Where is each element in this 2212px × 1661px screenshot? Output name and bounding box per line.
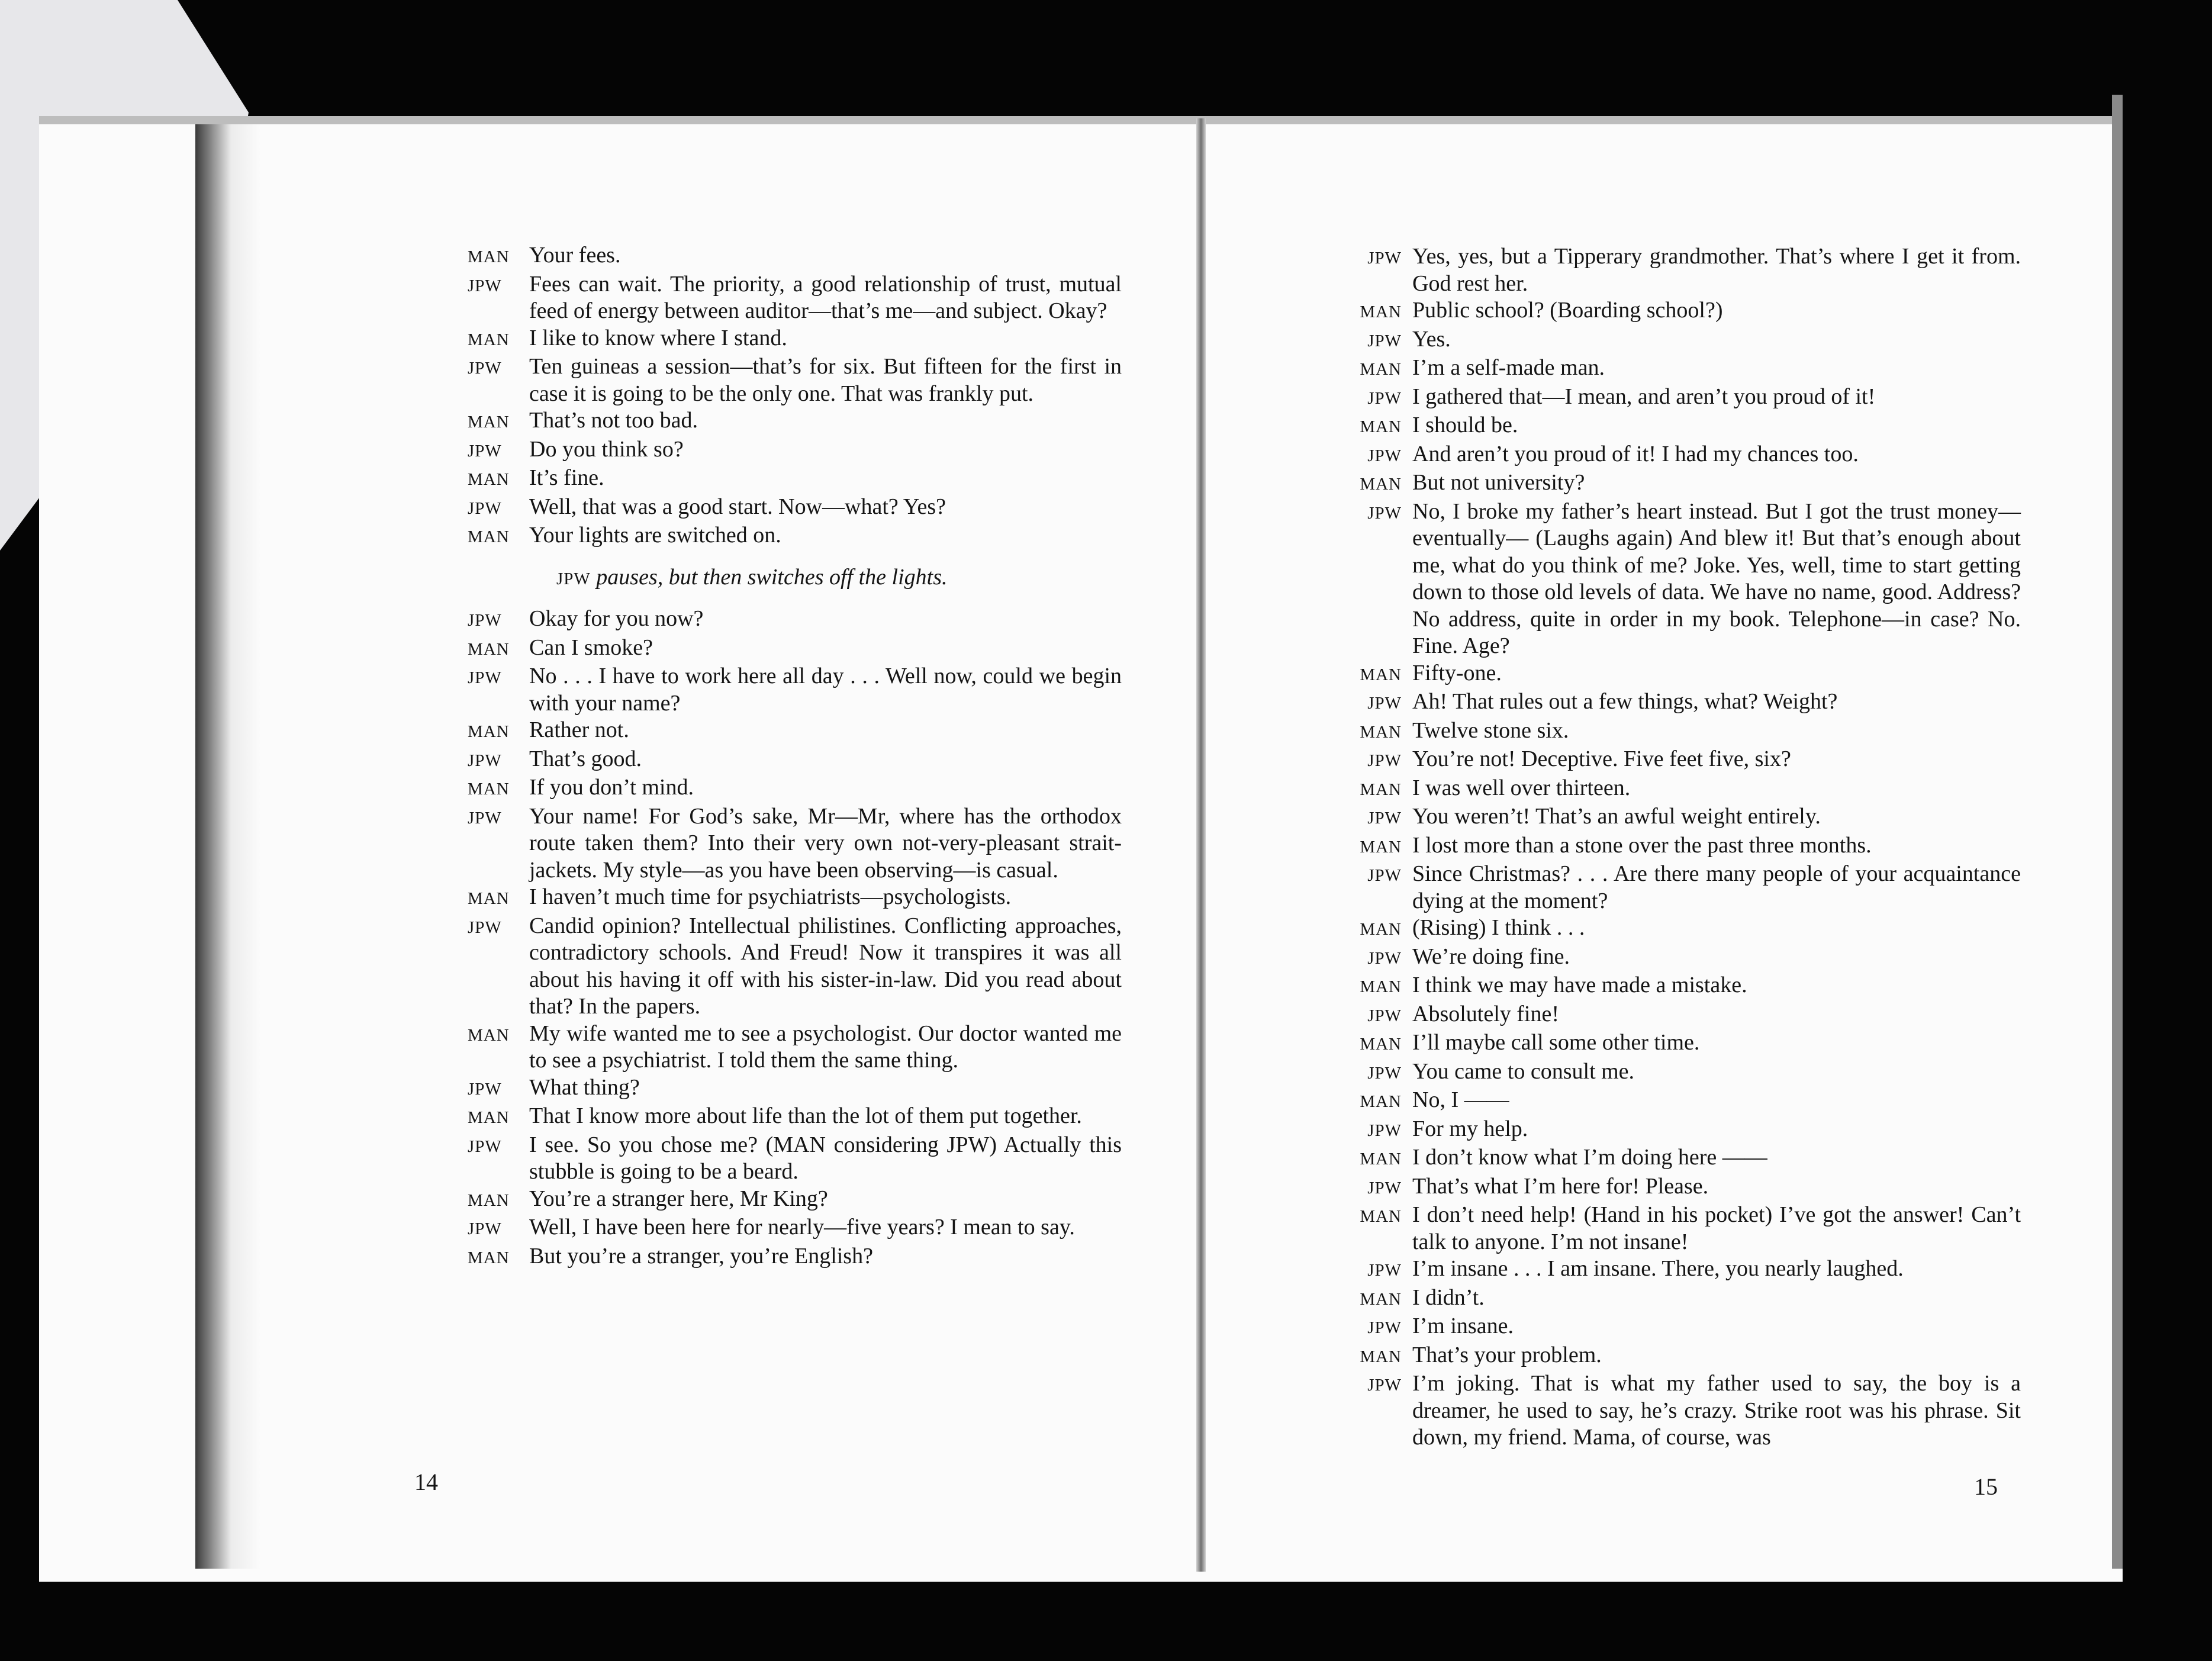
dialogue-line	[1351, 441, 2021, 470]
stage-direction-text: pauses, but then switches off the lights.	[596, 564, 948, 590]
dialogue-line	[468, 913, 1122, 1021]
dialogue-line	[1351, 412, 2021, 441]
dialogue-text: No . . . I have to work here all day . . . Well now, could we begin with your name?	[529, 664, 1122, 716]
dialogue-line	[1351, 243, 2021, 297]
dialogue-text: If you don’t mind.	[529, 775, 694, 800]
right-dialogue	[1351, 243, 2021, 1451]
dialogue-text: That I know more about life than the lot of them put together.	[529, 1103, 1082, 1128]
speaker-label: MAN	[468, 639, 510, 659]
dialogue-text: I’m insane . . . I am insane. There, you nearly laughed.	[1412, 1256, 1904, 1281]
dialogue-text: What thing?	[529, 1074, 640, 1100]
dialogue-text: No, I broke my father’s heart instead. But I got the trust money—eventually— (Laughs again) And blew it! But that’s enough about me, what do you think of me? Joke. Yes, well, time to start getting down to those old levels of data. We have no name, good. Address? No address, quite in order in my book. Telephone—in case? No. Fine. Age?	[1412, 498, 2021, 658]
left-dialogue-after	[468, 606, 1122, 1271]
dialogue-text: We’re doing fine.	[1412, 944, 1570, 969]
speaker-label: JPW	[1367, 1063, 1402, 1083]
dialogue-text: You’re a stranger here, Mr King?	[529, 1186, 828, 1211]
dialogue-line	[1351, 832, 2021, 861]
speaker-label: JPW	[468, 276, 502, 295]
dialogue-text: That’s good.	[529, 746, 642, 771]
dialogue-line	[468, 1074, 1122, 1103]
dialogue-text: I didn’t.	[1412, 1285, 1485, 1310]
dialogue-text: Fifty-one.	[1412, 660, 1502, 685]
speaker-label: MAN	[1360, 665, 1402, 684]
speaker-label: MAN	[1360, 360, 1402, 379]
dialogue-text: Public school? (Boarding school?)	[1412, 298, 1723, 323]
speaker-label: MAN	[468, 780, 510, 799]
dialogue-text: Well, that was a good start. Now—what? Yes?	[529, 494, 946, 519]
speaker-label: JPW	[1367, 1376, 1402, 1395]
speaker-label: JPW	[468, 359, 502, 378]
speaker-label: JPW	[1367, 948, 1402, 968]
dialogue-line	[468, 271, 1122, 325]
dialogue-line	[1351, 384, 2021, 413]
dialogue-text: My wife wanted me to see a psychologist. Our doctor wanted me to see a psychiatrist. I told them the same thing.	[529, 1021, 1122, 1073]
dialogue-line	[1351, 326, 2021, 355]
dialogue-text: Your lights are switched on.	[529, 523, 781, 548]
dialogue-line	[468, 884, 1122, 913]
dialogue-text: Okay for you now?	[529, 606, 704, 631]
left-page	[468, 242, 1122, 1271]
dialogue-text: And aren’t you proud of it! I had my chances too.	[1412, 441, 1859, 466]
dialogue-line	[1351, 746, 2021, 775]
speaker-label: MAN	[468, 413, 510, 432]
dialogue-line	[1351, 1001, 2021, 1030]
dialogue-line	[468, 635, 1122, 664]
speaker-label: MAN	[468, 1190, 510, 1210]
speaker-label: MAN	[468, 470, 510, 489]
speaker-label: MAN	[468, 1248, 510, 1267]
dialogue-line	[468, 522, 1122, 551]
dialogue-line	[1351, 1256, 2021, 1285]
dialogue-text: I’ll maybe call some other time.	[1412, 1030, 1700, 1055]
speaker-label: MAN	[1360, 1207, 1402, 1226]
speaker-label: MAN	[1360, 302, 1402, 321]
speaker-label: MAN	[1360, 475, 1402, 494]
dialogue-line	[1351, 1173, 2021, 1202]
dialogue-line	[1351, 1087, 2021, 1116]
dialogue-line	[1351, 297, 2021, 326]
book-spine	[1196, 118, 1206, 1572]
speaker-label: JPW	[1367, 809, 1402, 828]
speaker-label: MAN	[468, 247, 510, 266]
dialogue-line	[1351, 1313, 2021, 1342]
speaker-label: MAN	[1360, 417, 1402, 436]
speaker-label: MAN	[1360, 1035, 1402, 1054]
speaker-label: JPW	[1367, 1261, 1402, 1280]
dialogue-text: I’m insane.	[1412, 1314, 1514, 1338]
speaker-label: JPW	[468, 668, 502, 687]
speaker-label: MAN	[1360, 1150, 1402, 1169]
dialogue-line	[1351, 469, 2021, 498]
speaker-label: JPW	[468, 441, 502, 461]
dialogue-line	[468, 407, 1122, 436]
dialogue-line	[468, 1243, 1122, 1272]
dialogue-text: Ah! That rules out a few things, what? Weight?	[1412, 689, 1838, 714]
dialogue-text: I was well over thirteen.	[1412, 775, 1631, 800]
dialogue-line	[468, 606, 1122, 635]
dialogue-line	[468, 1186, 1122, 1215]
speaker-label: JPW	[468, 751, 502, 770]
dialogue-text: I like to know where I stand.	[529, 325, 787, 350]
dialogue-text: But you’re a stranger, you’re English?	[529, 1243, 873, 1269]
dialogue-text: You’re not! Deceptive. Five feet five, six?	[1412, 746, 1791, 771]
speaker-label: JPW	[1367, 1178, 1402, 1198]
speaker-label: MAN	[1360, 780, 1402, 799]
dialogue-text: You weren’t! That’s an awful weight entirely.	[1412, 804, 1821, 829]
left-dialogue-before	[468, 242, 1122, 551]
dialogue-line	[468, 436, 1122, 465]
dialogue-line	[468, 353, 1122, 407]
page-number-right: 15	[1974, 1473, 1998, 1500]
dialogue-line	[468, 746, 1122, 775]
dialogue-line	[1351, 944, 2021, 973]
speaker-label: JPW	[1367, 503, 1402, 523]
speaker-label: MAN	[468, 889, 510, 908]
dialogue-text: Fees can wait. The priority, a good relationship of trust, mutual feed of energy between auditor—that’s me—and subject. Okay?	[529, 271, 1122, 323]
dialogue-text: It’s fine.	[529, 465, 604, 490]
speaker-label: MAN	[1360, 920, 1402, 939]
speaker-label: MAN	[468, 1025, 510, 1045]
dialogue-text: Your fees.	[529, 243, 621, 268]
dialogue-line	[1351, 355, 2021, 384]
dialogue-text: I’m joking. That is what my father used to say, the boy is a dreamer, he used to say, he’s crazy. Strike root was his phrase. Sit down, my friend. Mama, of course, was	[1412, 1371, 2021, 1450]
speaker-label: JPW	[468, 1079, 502, 1099]
dialogue-line	[468, 803, 1122, 884]
dialogue-line	[1351, 688, 2021, 717]
dialogue-text: I lost more than a stone over the past three months.	[1412, 832, 1872, 858]
dialogue-line	[468, 663, 1122, 717]
speaker-label: JPW	[468, 808, 502, 828]
dialogue-text: I haven’t much time for psychiatrists—psychologists.	[529, 884, 1012, 909]
speaker-label: JPW	[1367, 446, 1402, 465]
speaker-label: MAN	[1360, 1347, 1402, 1366]
dialogue-line	[1351, 1029, 2021, 1058]
dialogue-text: Since Christmas? . . . Are there many people of your acquaintance dying at the moment?	[1412, 861, 2021, 913]
speaker-label: MAN	[1360, 1289, 1402, 1309]
speaker-label: JPW	[1367, 751, 1402, 770]
dialogue-line	[1351, 915, 2021, 944]
speaker-label: JPW	[468, 1137, 502, 1156]
dialogue-line	[1351, 1058, 2021, 1087]
dialogue-line	[468, 494, 1122, 523]
dialogue-text: Candid opinion? Intellectual philistines. Conflicting approaches, contradictory schools. And Freud! Now it transpires it was all about his having it off with his sister-in-law. Did you read about that? In the papers.	[529, 913, 1122, 1019]
dialogue-text: Yes.	[1412, 326, 1451, 352]
dialogue-text: Ten guineas a session—that’s for six. But fifteen for the first in case it is going to be the only one. That was frankly put.	[529, 354, 1122, 406]
speaker-label: JPW	[468, 498, 502, 518]
speaker-label: JPW	[1367, 1318, 1402, 1337]
page-stack-edge	[2112, 95, 2123, 1569]
dialogue-line	[1351, 861, 2021, 915]
dialogue-text: But not university?	[1412, 470, 1585, 495]
speaker-label: MAN	[1360, 722, 1402, 742]
stage-direction	[556, 564, 1122, 593]
dialogue-text: I gathered that—I mean, and aren’t you proud of it!	[1412, 384, 1876, 409]
dialogue-line	[1351, 1342, 2021, 1371]
speaker-label: JPW	[1367, 331, 1402, 350]
speaker-label: MAN	[468, 1108, 510, 1127]
dialogue-text: Twelve stone six.	[1412, 717, 1569, 743]
speaker-label: MAN	[468, 722, 510, 741]
speaker-label: JPW	[468, 611, 502, 630]
right-page	[1351, 243, 2021, 1451]
speaker-label: JPW	[1367, 1006, 1402, 1025]
dialogue-text: I’m a self-made man.	[1412, 355, 1605, 380]
dialogue-text: Your name! For God’s sake, Mr—Mr, where has the orthodox route taken them? Into their very own not-very-pleasant strait-jackets. My style—as you have been observing—is casual.	[529, 803, 1122, 883]
dialogue-line	[1351, 1370, 2021, 1451]
dialogue-line	[468, 1021, 1122, 1074]
speaker-label: MAN	[1360, 1092, 1402, 1111]
stage-direction-speaker: JPW	[556, 569, 591, 588]
dialogue-text: That’s your problem.	[1412, 1342, 1602, 1367]
dialogue-line	[1351, 775, 2021, 804]
dialogue-text: (Rising) I think . . .	[1412, 915, 1585, 940]
dialogue-line	[1351, 1144, 2021, 1173]
dialogue-line	[468, 774, 1122, 803]
dialogue-text: That’s not too bad.	[529, 408, 698, 433]
speaker-label: JPW	[468, 1219, 502, 1238]
speaker-label: JPW	[468, 918, 502, 937]
dialogue-text: I should be.	[1412, 413, 1518, 437]
dialogue-text: You came to consult me.	[1412, 1058, 1635, 1084]
dialogue-text: Do you think so?	[529, 436, 684, 462]
dialogue-text: Can I smoke?	[529, 635, 653, 660]
dialogue-text: I see. So you chose me? (MAN considering JPW) Actually this stubble is going to be a beard.	[529, 1132, 1122, 1184]
speaker-label: MAN	[1360, 837, 1402, 857]
speaker-label: MAN	[468, 527, 510, 546]
page-number-left: 14	[414, 1469, 438, 1495]
speaker-label: MAN	[1360, 977, 1402, 996]
dialogue-text: That’s what I’m here for! Please.	[1412, 1173, 1709, 1199]
dialogue-line	[1351, 717, 2021, 746]
dialogue-line	[468, 325, 1122, 354]
dialogue-line	[1351, 972, 2021, 1001]
dialogue-text: Well, I have been here for nearly—five years? I mean to say.	[529, 1215, 1075, 1240]
speaker-label: JPW	[1367, 249, 1402, 268]
dialogue-line	[468, 465, 1122, 494]
dialogue-text: I don’t need help! (Hand in his pocket) I’ve got the answer! Can’t talk to anyone. I’m not insane!	[1412, 1202, 2021, 1254]
dialogue-line	[468, 717, 1122, 746]
dialogue-line	[1351, 1116, 2021, 1145]
dialogue-line	[1351, 1285, 2021, 1314]
dialogue-text: For my help.	[1412, 1116, 1528, 1141]
dialogue-text: Absolutely fine!	[1412, 1001, 1560, 1026]
dialogue-line	[1351, 660, 2021, 689]
dialogue-line	[1351, 803, 2021, 832]
dialogue-line	[1351, 498, 2021, 660]
dialogue-text: I think we may have made a mistake.	[1412, 973, 1747, 997]
page-edge-shadow	[195, 124, 260, 1569]
dialogue-text: Rather not.	[529, 717, 629, 742]
dialogue-text: No, I ——	[1412, 1087, 1509, 1112]
speaker-label: JPW	[1367, 1121, 1402, 1140]
speaker-label: JPW	[1367, 388, 1402, 408]
dialogue-line	[468, 1103, 1122, 1132]
dialogue-line	[468, 1214, 1122, 1243]
dialogue-text: I don’t know what I’m doing here ——	[1412, 1145, 1767, 1170]
speaker-label: JPW	[1367, 866, 1402, 885]
dialogue-line	[468, 1132, 1122, 1186]
dialogue-text: Yes, yes, but a Tipperary grandmother. That’s where I get it from. God rest her.	[1412, 244, 2021, 296]
speaker-label: MAN	[468, 330, 510, 349]
dialogue-line	[468, 242, 1122, 271]
speaker-label: JPW	[1367, 694, 1402, 713]
dialogue-line	[1351, 1202, 2021, 1256]
